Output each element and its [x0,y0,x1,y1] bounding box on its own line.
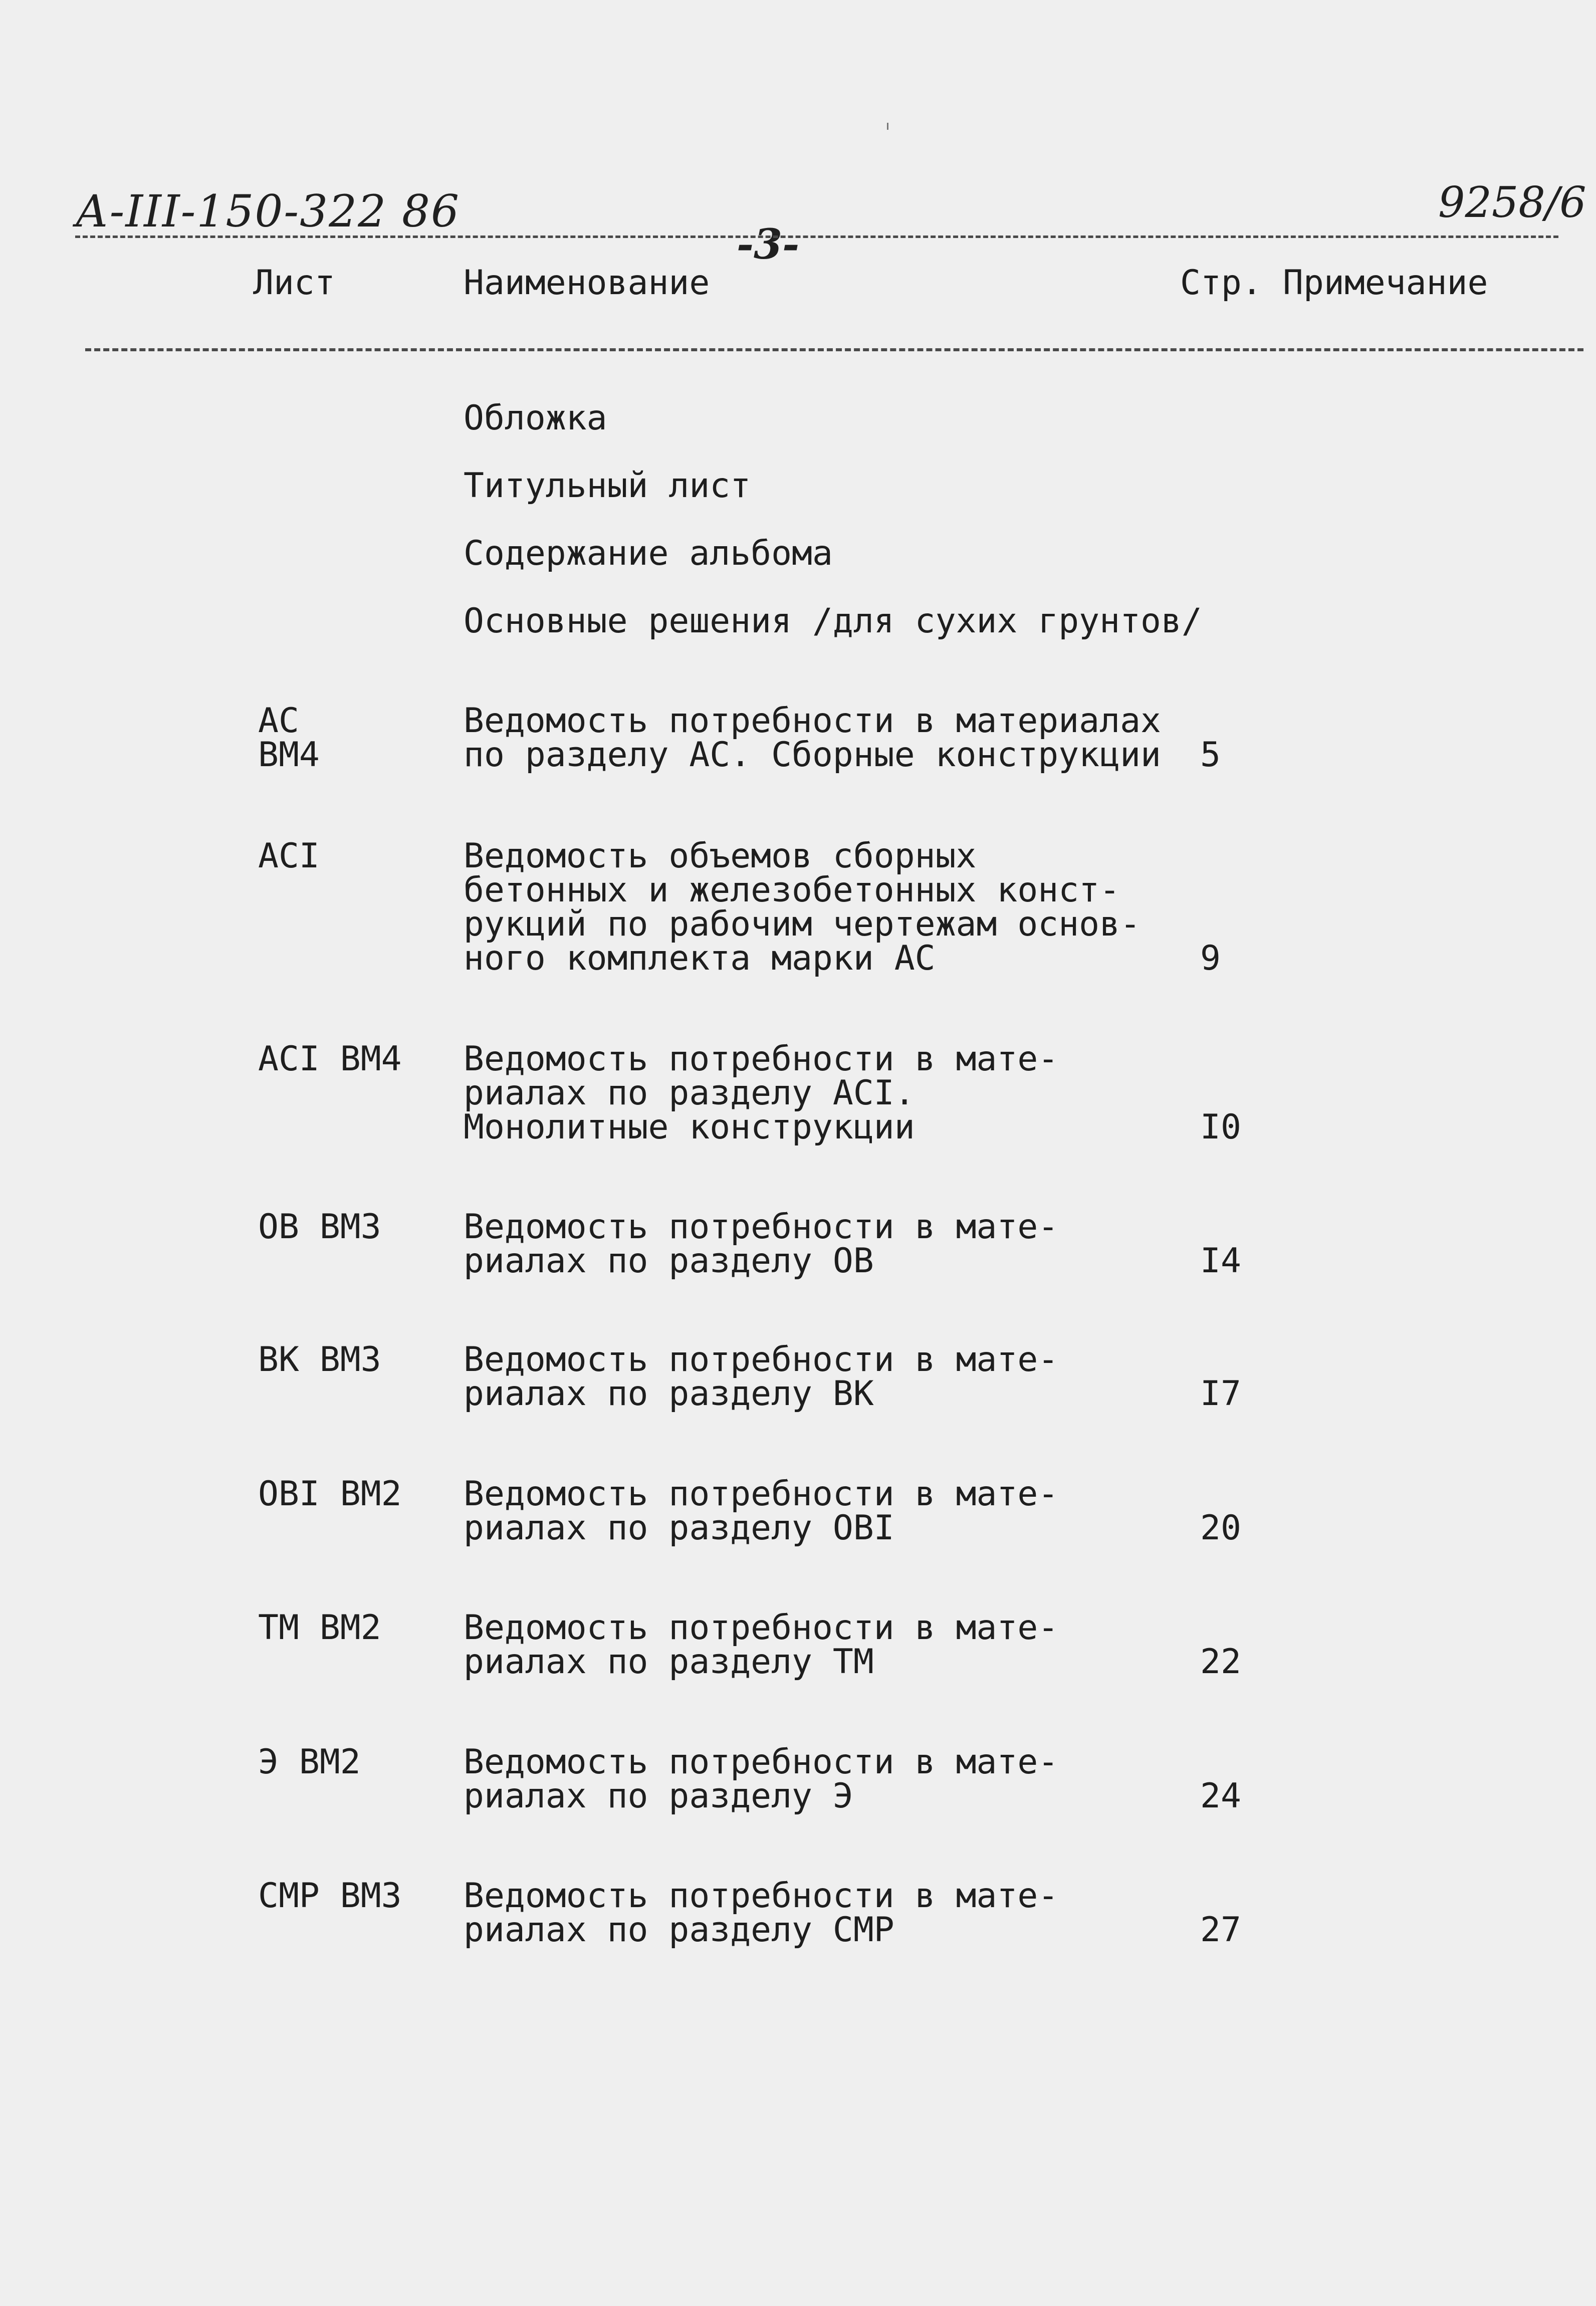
item-name: Ведомость потребности в мате- риалах по разделу ОВI [464,1474,1059,1548]
page-ref: I4 [1200,1241,1241,1281]
page-ref: 27 [1200,1910,1241,1950]
sheet-code: ОВ ВМ3 [258,1207,381,1247]
page-ref: I7 [1200,1374,1241,1414]
archive-number: 9258/6 [1438,178,1586,227]
item-name: Ведомость потребности в мате- риалах по разделу Э [464,1742,1059,1816]
intro-item-title-sheet: Титульный лист [464,466,751,506]
column-header-note: Примечание [1283,263,1488,303]
document-code: А-III-150-322 86 [75,185,461,237]
intro-item-main-solutions: Основные решения /для сухих грунтов/ [464,601,1202,641]
page-ref: 9 [1200,939,1221,978]
item-name: Ведомость потребности в материалах по разделу АС. Сборные конструкции [464,701,1161,775]
sheet-code: АСI [258,836,320,876]
scan-mark [887,123,888,130]
page-ref: 22 [1200,1642,1241,1682]
page-number: -3- [737,220,800,269]
top-rule [75,236,1558,238]
sheet-code: АСI ВМ4 [258,1039,402,1079]
item-name: Ведомость потребности в мате- риалах по разделу АСI. Монолитные конструкции [464,1039,1059,1147]
column-header-page: Стр. [1180,263,1262,303]
sheet-code: ТМ ВМ2 [258,1608,381,1648]
item-name: Ведомость объемов сборных бетонных и железобетонных конст- рукций по рабочим чертежам основ- ного комплекта марки АС [464,836,1141,978]
item-name: Ведомость потребности в мате- риалах по разделу ВК [464,1340,1059,1414]
sheet-code: ВК ВМ3 [258,1340,381,1379]
page-ref: 20 [1200,1508,1241,1548]
sheet-code: СМР ВМ3 [258,1876,402,1916]
page-ref: I0 [1200,1107,1241,1147]
item-name: Ведомость потребности в мате- риалах по разделу СМР [464,1876,1059,1950]
column-header-sheet: Лист [253,263,335,303]
sheet-code: Э ВМ2 [258,1742,361,1782]
page-ref: 5 [1200,735,1221,775]
page-ref: 24 [1200,1776,1241,1816]
intro-item-cover: Обложка [464,398,607,438]
sheet-code: АС ВМ4 [258,701,320,775]
column-header-name: Наименование [464,263,710,303]
intro-item-contents: Содержание альбома [464,534,833,573]
header-rule [85,348,1583,351]
item-name: Ведомость потребности в мате- риалах по разделу ТМ [464,1608,1059,1682]
item-name: Ведомость потребности в мате- риалах по разделу ОВ [464,1207,1059,1281]
sheet-code: ОВI ВМ2 [258,1474,402,1514]
